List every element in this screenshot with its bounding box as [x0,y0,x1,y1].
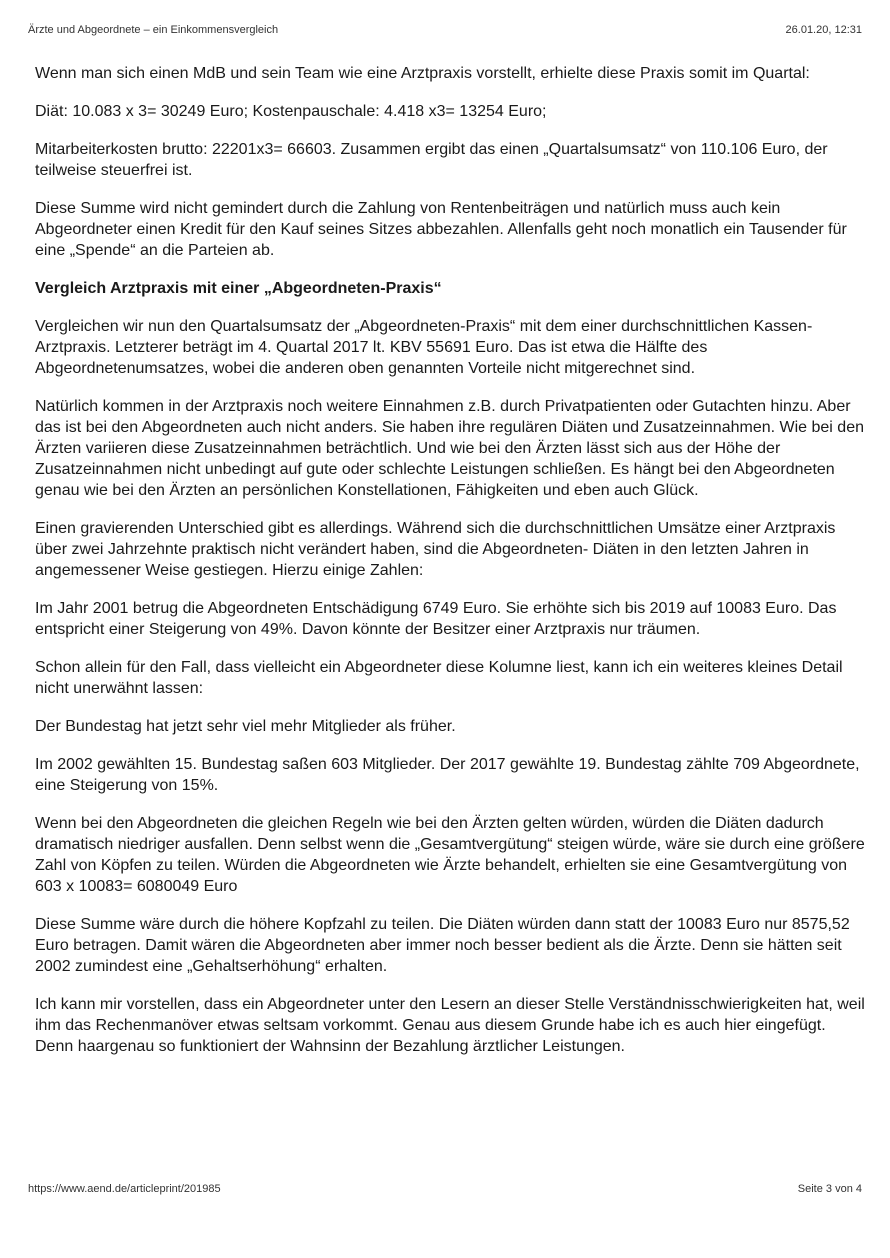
paragraph-diaet-calculation: Diät: 10.083 x 3= 30249 Euro; Kostenpauschale: 4.418 x3= 13254 Euro; [35,103,547,120]
print-footer [28,1183,862,1199]
paragraph-no-deductions: Diese Summe wird nicht gemindert durch die Zahlung von Rentenbeiträgen und natürlich muss auch kein Abgeordneter einen Kredit für den Kauf seines Sitzes abbezahlen. Allenfalls geht noch monatlich ein Tausender für eine „Spende“ an die Parteien ab. [35,200,847,259]
paragraph-column-reader: Schon allein für den Fall, dass vielleicht ein Abgeordneter diese Kolumne liest, kann ich ein weiteres kleines Detail nicht unerwähnt lassen: [35,659,843,697]
paragraph-divide-sum: Diese Summe wäre durch die höhere Kopfzahl zu teilen. Die Diäten würden dann statt der 10083 Euro nur 8575,52 Euro betragen. Damit wären die Abgeordneten aber immer noch besser bedient als die Ärzte. Denn sie hätten seit 2002 zumindest eine „Gehaltserhöhung“ erhalten. [35,916,850,975]
page-number: Seite 3 von 4 [797,1183,862,1195]
document-title: Ärzte und Abgeordnete – ein Einkommensvergleich [28,24,279,36]
paragraph-bundestag-size: Im 2002 gewählten 15. Bundestag saßen 603 Mitglieder. Der 2017 gewählte 19. Bundestag zählte 709 Abgeordnete, eine Steigerung von 15%. [35,756,860,794]
article-url: https://www.aend.de/articleprint/201985 [28,1183,221,1195]
paragraph-key-difference: Einen gravierenden Unterschied gibt es allerdings. Während sich die durchschnittlichen Umsätze einer Arztpraxis über zwei Jahrzehnte praktisch nicht verändert haben, sind die Abgeordneten- Diäten in den letzten Jahren in angemessener Weise gestiegen. Hierzu einige Zahlen: [35,520,836,579]
article-body [35,63,865,1074]
print-header [28,24,862,40]
paragraph-conclusion: Ich kann mir vorstellen, dass ein Abgeordneter unter den Lesern an dieser Stelle Verständnisschwierigkeiten hat, weil ihm das Rechenmanöver etwas seltsam vorkommt. Genau aus diesem Grunde habe ich es auch hier eingefügt. Denn haargenau so funktioniert der Wahnsinn der Bezahlung ärztlicher Leistungen. [35,996,865,1055]
paragraph-praxis-intro: Wenn man sich einen MdB und sein Team wie eine Arztpraxis vorstellt, erhielte diese Praxis somit im Quartal: [35,65,810,82]
paragraph-same-rules: Wenn bei den Abgeordneten die gleichen Regeln wie bei den Ärzten gelten würden, würden die Diäten dadurch dramatisch niedriger ausfallen. Denn selbst wenn die „Gesamtvergütung“ steigen würde, wäre sie durch eine größere Zahl von Köpfen zu teilen. Würden die Abgeordneten wie Ärzte behandelt, erhielten sie eine Gesamtvergütung von 603 x 10083= 6080049 Euro [35,815,865,895]
paragraph-diaet-increase: Im Jahr 2001 betrug die Abgeordneten Entschädigung 6749 Euro. Sie erhöhte sich bis 2019 auf 10083 Euro. Das entspricht einer Steigerung von 49%. Davon könnte der Besitzer einer Arztpraxis nur träumen. [35,600,837,638]
section-heading: Vergleich Arztpraxis mit einer „Abgeordneten-Praxis“ [35,280,442,297]
paragraph-staff-costs: Mitarbeiterkosten brutto: 22201x3= 66603. Zusammen ergibt das einen „Quartalsumsatz“ von 110.106 Euro, der teilweise steuerfrei ist. [35,141,828,179]
print-datetime: 26.01.20, 12:31 [785,24,862,36]
paragraph-quarter-comparison: Vergleichen wir nun den Quartalsumsatz der „Abgeordneten-Praxis“ mit dem einer durchschnittlichen Kassen-Arztpraxis. Letzterer beträgt im 4. Quartal 2017 lt. KBV 55691 Euro. Das ist etwa die Hälfte des Abgeordnetenumsatzes, wobei die anderen oben genannten Vorteile nicht mitgerechnet sind. [35,318,813,377]
paragraph-more-members: Der Bundestag hat jetzt sehr viel mehr Mitglieder als früher. [35,718,456,735]
paragraph-additional-income: Natürlich kommen in der Arztpraxis noch weitere Einnahmen z.B. durch Privatpatienten oder Gutachten hinzu. Aber das ist bei den Abgeordneten auch nicht anders. Sie haben ihre regulären Diäten und Zusatzeinnahmen. Wie bei den Ärzten variieren diese Zusatzeinnahmen beträchtlich. Und wie bei den Ärzten lässt sich aus der Höhe der Zusatzeinnahmen nicht unbedingt auf gute oder schlechte Leistungen schließen. Es hängt bei den Abgeordneten genau wie bei den Ärzten an persönlichen Konstellationen, Fähigkeiten und eben auch Glück. [35,398,864,499]
